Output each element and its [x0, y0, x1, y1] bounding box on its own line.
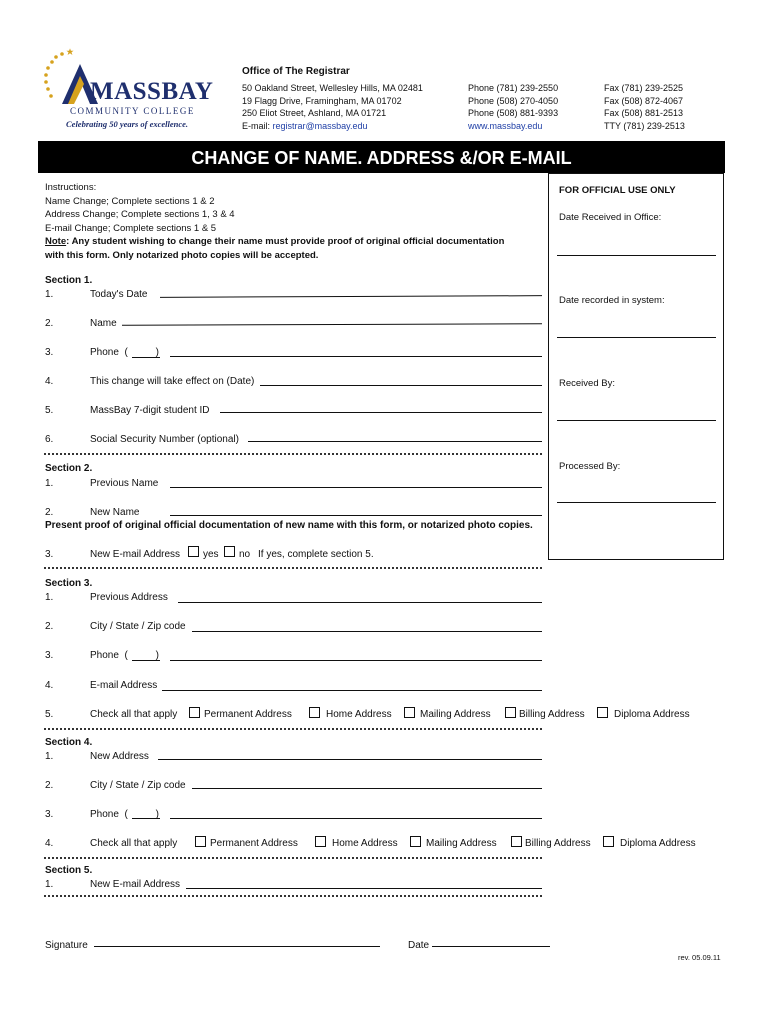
phone-label: Phone ( ) — [90, 650, 159, 661]
processed-by-field[interactable] — [557, 502, 716, 503]
new-email-yes-checkbox[interactable] — [188, 546, 199, 557]
phone-label: Phone ( ) — [90, 809, 159, 820]
new-address-label: New Address — [90, 751, 149, 762]
home-address-checkbox[interactable] — [309, 707, 320, 718]
phone-label: Phone ( ) — [90, 347, 159, 358]
billing-address-checkbox[interactable] — [505, 707, 516, 718]
student-id-field[interactable] — [220, 412, 542, 413]
processed-by-label: Processed By: — [559, 461, 621, 472]
phone-area-code-field[interactable] — [132, 660, 160, 661]
section-3-title: Section 3. — [45, 578, 93, 589]
previous-city-state-zip-field[interactable] — [192, 631, 542, 632]
website-link[interactable]: www.massbay.edu — [468, 120, 543, 131]
office-title: Office of The Registrar — [242, 66, 350, 77]
item-number: 4. — [45, 376, 54, 387]
instructions — [45, 181, 504, 262]
diploma-address-label: Diploma Address — [620, 838, 696, 849]
form-title: CHANGE OF NAME. ADDRESS &/OR E-MAIL — [191, 148, 572, 168]
section-2-title: Section 2. — [45, 463, 93, 474]
phone-area-code-field[interactable] — [132, 357, 160, 358]
office-addresses — [242, 82, 423, 132]
permanent-address-checkbox[interactable] — [195, 836, 206, 847]
effective-date-field[interactable] — [260, 385, 542, 386]
logo-name: MASSBAY — [90, 78, 214, 105]
no-label: no — [239, 549, 251, 560]
date-label: Date — [408, 940, 430, 951]
item-number: 1. — [45, 289, 54, 300]
fax-line: Fax (508) 872-4067 — [604, 95, 684, 106]
diploma-address-checkbox[interactable] — [597, 707, 608, 718]
ssn-field[interactable] — [248, 441, 542, 442]
home-address-label: Home Address — [326, 709, 392, 720]
section-divider — [44, 453, 542, 455]
mailing-address-label: Mailing Address — [420, 709, 491, 720]
permanent-address-label: Permanent Address — [204, 709, 292, 720]
new-name-label: New Name — [90, 507, 140, 518]
item-number: 4. — [45, 680, 54, 691]
note-text: : Any student wishing to change their name must provide proof of original official documentation — [66, 236, 505, 247]
item-number: 1. — [45, 879, 54, 890]
previous-email-field[interactable] — [162, 690, 542, 691]
phone-line: Phone (508) 270-4050 — [468, 95, 559, 106]
note-text-continued: with this form. Only notarized photo copies will be accepted. — [45, 249, 319, 261]
todays-date-label: Today's Date — [90, 289, 148, 300]
mailing-address-checkbox[interactable] — [404, 707, 415, 718]
phone-line: Phone (508) 881-9393 — [468, 108, 559, 118]
section-5-title: Section 5. — [45, 865, 93, 876]
instruction-line: Address Change; Complete sections 1, 3 & 4 — [45, 209, 235, 220]
note-label: Note — [45, 236, 67, 247]
name-field[interactable] — [122, 323, 542, 325]
billing-address-label: Billing Address — [519, 709, 585, 720]
home-address-label: Home Address — [332, 838, 398, 849]
item-number: 3. — [45, 650, 54, 661]
previous-name-field[interactable] — [170, 487, 542, 488]
proof-notice: Present proof of original official documentation of new name with this form, or notarized photo copies. — [45, 520, 533, 531]
item-number: 4. — [45, 838, 54, 849]
logo-tagline: Celebrating 50 years of excellence. — [66, 119, 189, 129]
section-divider — [44, 895, 542, 897]
email-address-label: E-mail Address — [90, 680, 158, 691]
address-line: 19 Flagg Drive, Framingham, MA 01702 — [242, 95, 402, 106]
item-number: 3. — [45, 549, 54, 560]
check-all-label: Check all that apply — [90, 709, 178, 720]
email-line — [242, 120, 423, 133]
permanent-address-checkbox[interactable] — [189, 707, 200, 718]
section-divider — [44, 728, 542, 730]
official-use-box — [548, 173, 724, 560]
city-state-zip-label: City / State / Zip code — [90, 780, 186, 791]
section-4-title: Section 4. — [45, 737, 93, 748]
item-number: 6. — [45, 434, 54, 445]
section-1-title: Section 1. — [45, 275, 93, 286]
item-number: 1. — [45, 478, 54, 489]
check-all-label: Check all that apply — [90, 838, 178, 849]
item-number: 1. — [45, 592, 54, 603]
previous-address-field[interactable] — [178, 602, 542, 603]
new-address-field[interactable] — [158, 759, 542, 760]
item-number: 2. — [45, 318, 54, 329]
new-city-state-zip-field[interactable] — [192, 788, 542, 789]
new-email-no-checkbox[interactable] — [224, 546, 235, 557]
received-by-field[interactable] — [557, 420, 716, 421]
date-received-field[interactable] — [557, 255, 716, 256]
received-by-label: Received By: — [559, 378, 615, 389]
section-divider — [44, 857, 542, 859]
signature-field[interactable] — [94, 946, 380, 947]
new-email-question-label: New E-mail Address — [90, 549, 181, 560]
fax-line: Fax (781) 239-2525 — [604, 83, 684, 93]
name-label: Name — [90, 318, 117, 329]
item-number: 2. — [45, 507, 54, 518]
logo-subtitle: COMMUNITY COLLEGE — [70, 106, 195, 116]
item-number: 2. — [45, 621, 54, 632]
tty-line: TTY (781) 239-2513 — [604, 120, 685, 131]
instruction-line: Name Change; Complete sections 1 & 2 — [45, 195, 215, 207]
revision-note: rev. 05.09.11 — [678, 953, 721, 962]
email-label: E-mail: — [242, 120, 273, 131]
phone-line: Phone (781) 239-2550 — [468, 83, 559, 93]
effective-date-label: This change will take effect on (Date) — [90, 376, 255, 387]
mailing-address-checkbox[interactable] — [410, 836, 421, 847]
section-divider — [44, 567, 542, 569]
new-name-field[interactable] — [170, 515, 542, 516]
date-recorded-field[interactable] — [557, 337, 716, 338]
office-faxes — [604, 82, 685, 132]
office-phones — [468, 82, 558, 132]
new-phone-field[interactable] — [170, 818, 542, 819]
previous-phone-field[interactable] — [170, 660, 542, 661]
todays-date-field[interactable] — [160, 295, 542, 298]
if-yes-instruction: If yes, complete section 5. — [258, 549, 374, 560]
new-email-label: New E-mail Address — [90, 879, 181, 890]
previous-name-label: Previous Name — [90, 478, 159, 489]
fax-line: Fax (508) 881-2513 — [604, 108, 684, 118]
previous-address-label: Previous Address — [90, 592, 168, 603]
item-number: 5. — [45, 405, 54, 416]
signature-label: Signature — [45, 940, 88, 951]
ssn-label: Social Security Number (optional) — [90, 434, 239, 445]
signature-date-field[interactable] — [432, 946, 550, 947]
billing-address-label: Billing Address — [525, 838, 591, 849]
address-line: 250 Eliot Street, Ashland, MA 01721 — [242, 108, 387, 118]
item-number: 5. — [45, 709, 54, 720]
item-number: 3. — [45, 809, 54, 820]
instruction-line: E-mail Change; Complete sections 1 & 5 — [45, 222, 217, 234]
date-recorded-label: Date recorded in system: — [559, 295, 665, 306]
address-line: 50 Oakland Street, Wellesley Hills, MA 02481 — [242, 83, 423, 93]
official-use-heading: FOR OFFICIAL USE ONLY — [559, 185, 676, 196]
title-bar — [38, 141, 725, 173]
phone-field[interactable] — [170, 356, 542, 357]
registrar-email-link[interactable]: registrar@massbay.edu — [272, 120, 368, 131]
mailing-address-label: Mailing Address — [426, 838, 497, 849]
diploma-address-label: Diploma Address — [614, 709, 690, 720]
home-address-checkbox[interactable] — [315, 836, 326, 847]
phone-area-code-field[interactable] — [132, 818, 160, 819]
billing-address-checkbox[interactable] — [511, 836, 522, 847]
note — [45, 235, 504, 249]
new-email-field[interactable] — [186, 888, 542, 889]
diploma-address-checkbox[interactable] — [603, 836, 614, 847]
city-state-zip-label: City / State / Zip code — [90, 621, 186, 632]
yes-label: yes — [203, 549, 219, 560]
student-id-label: MassBay 7-digit student ID — [90, 405, 210, 416]
item-number: 3. — [45, 347, 54, 358]
item-number: 1. — [45, 751, 54, 762]
item-number: 2. — [45, 780, 54, 791]
instructions-heading: Instructions: — [45, 182, 97, 193]
date-received-label: Date Received in Office: — [559, 212, 662, 223]
permanent-address-label: Permanent Address — [210, 838, 298, 849]
